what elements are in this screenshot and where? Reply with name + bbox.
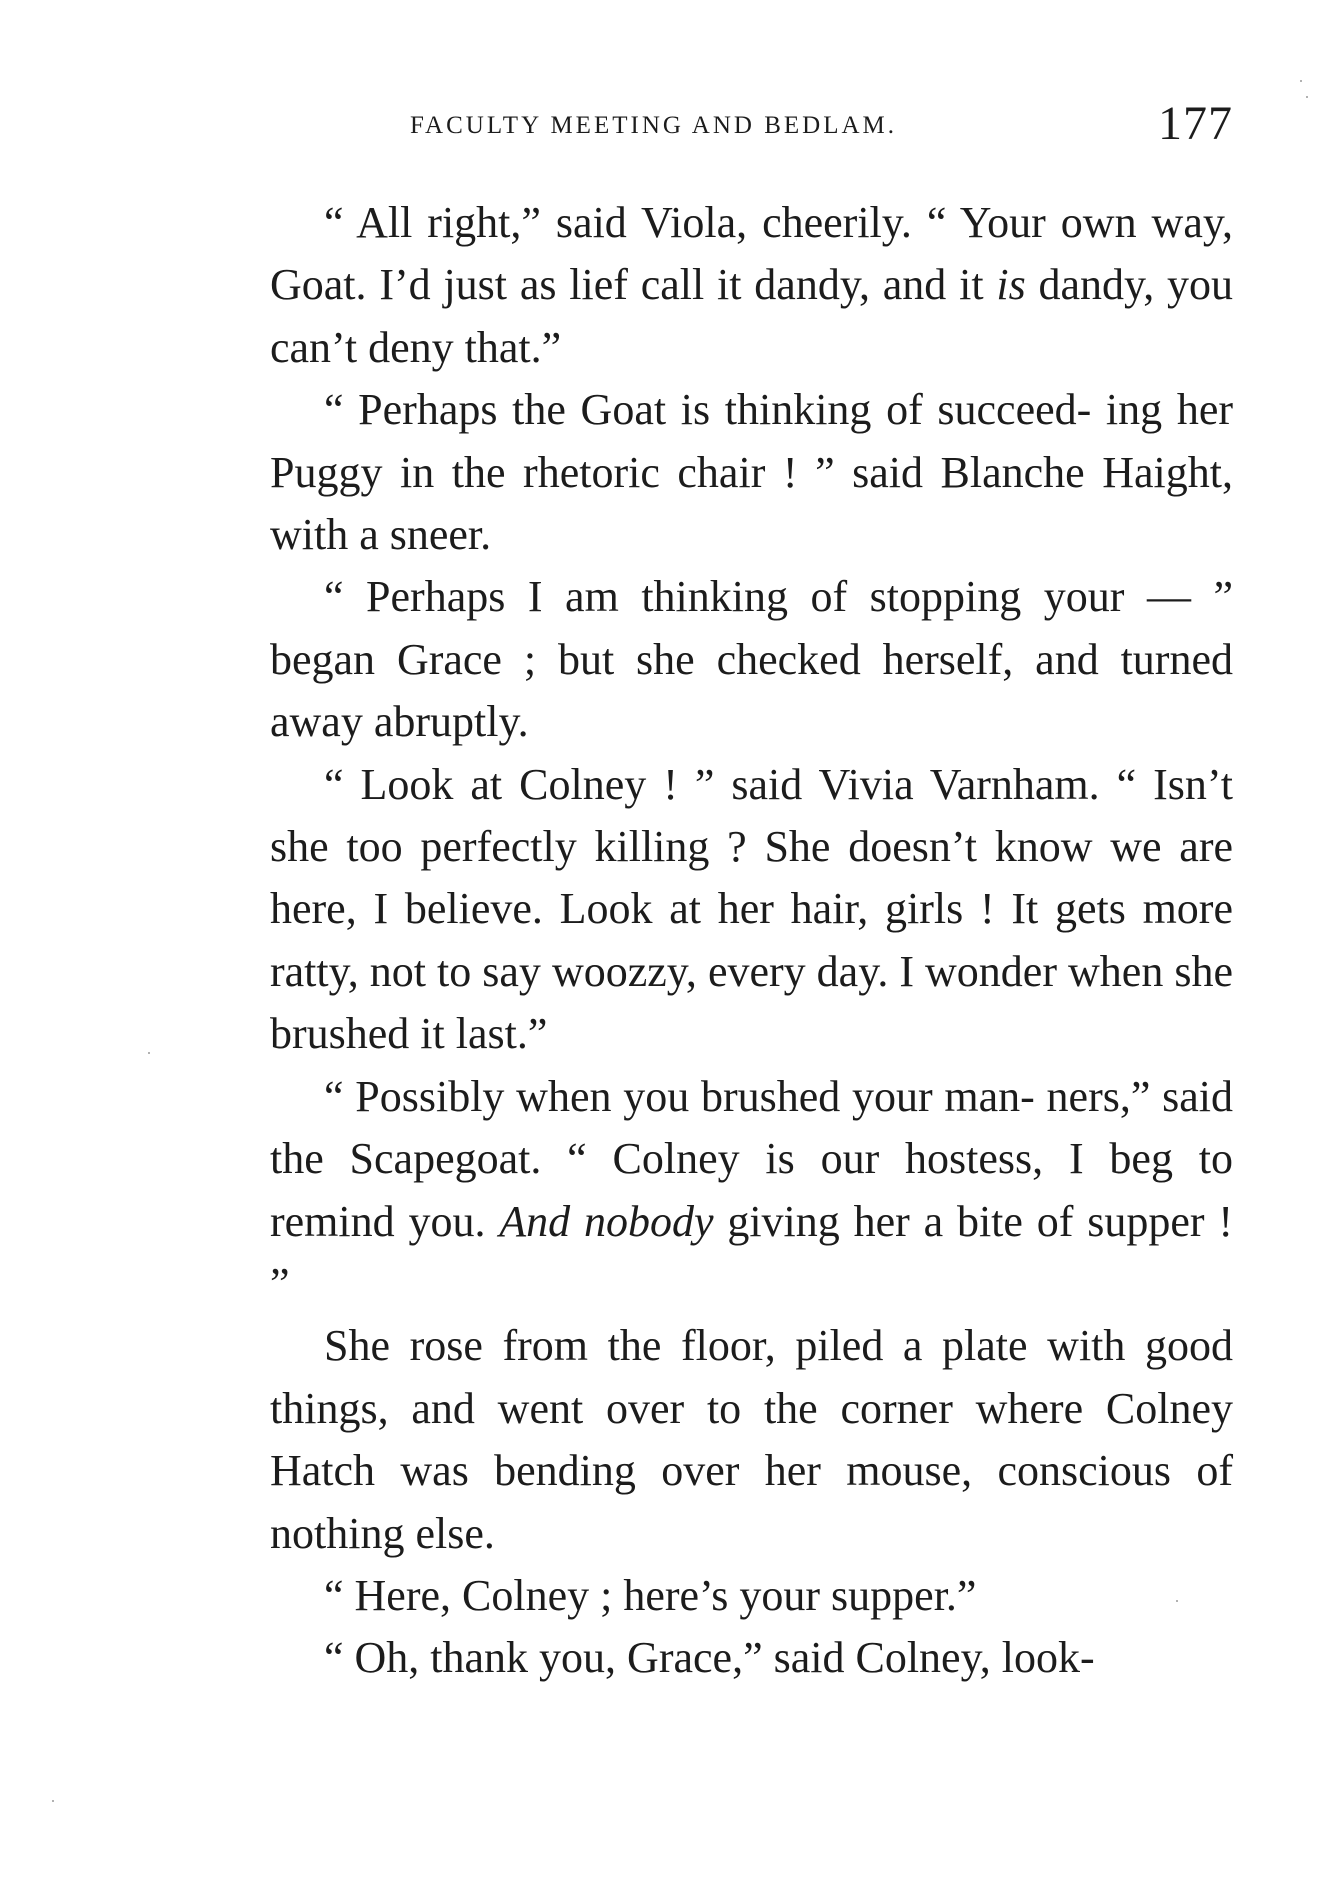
- paragraph: “ Possibly when you brushed your man- ners,” said the Scapegoat. “ Colney is our hostess, I beg to remind you. And nobody giving her a bite of supper ! ”: [270, 1071, 1234, 1308]
- paragraph: “ Perhaps I am thinking of stopping your — ” began Grace ; but she checked herself, and turned away abruptly.: [270, 572, 1233, 747]
- body-text: [270, 192, 1233, 1690]
- paragraph: “ Here, Colney ; here’s your supper.”: [324, 1570, 977, 1620]
- paragraph: “ All right,” said Viola, cheerily. “ Your own way, Goat. I’d just as lief call it dandy, and it is dandy, you can’t deny that.”: [270, 198, 1234, 372]
- paper-speck: [148, 1052, 150, 1054]
- paragraph: “ Oh, thank you, Grace,” said Colney, look-: [324, 1633, 1095, 1683]
- paper-speck: [52, 1800, 54, 1802]
- page-number: 177: [1158, 97, 1233, 150]
- paper-speck: [1300, 80, 1302, 82]
- page-header: [270, 96, 1233, 156]
- paper-speck: [1176, 1600, 1178, 1602]
- paper-speck: [1306, 96, 1308, 98]
- running-head: FACULTY MEETING AND BEDLAM.: [410, 112, 898, 139]
- paragraph: “ Perhaps the Goat is thinking of succeed- ing her Puggy in the rhetoric chair ! ” said Blanche Haight, with a sneer.: [270, 385, 1233, 560]
- paragraph: “ Look at Colney ! ” said Vivia Varnham. “ Isn’t she too perfectly killing ? She doesn’t know we are here, I believe. Look at her hair, girls ! It gets more ratty, not to say woozzy, every day. I wonder when she brushed it last.”: [270, 759, 1233, 1059]
- paragraph: She rose from the floor, piled a plate with good things, and went over to the corner where Colney Hatch was bending over her mouse, conscious of nothing else.: [270, 1321, 1233, 1558]
